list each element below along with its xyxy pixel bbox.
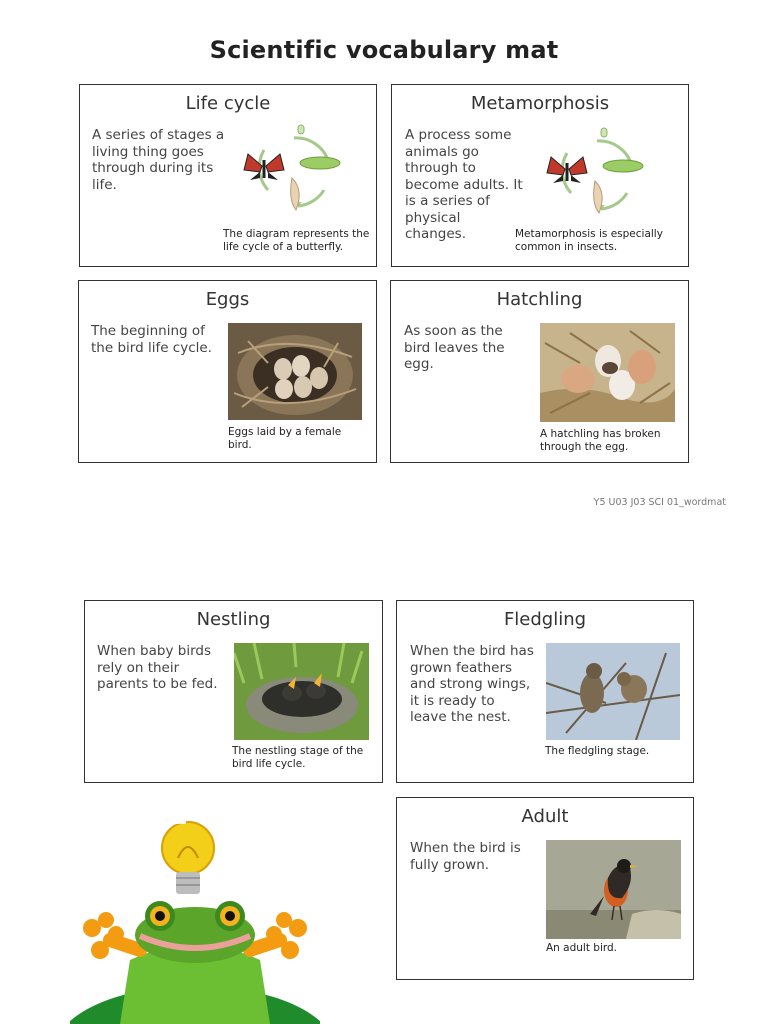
hatchling-photo [540, 323, 675, 422]
card-title: Nestling [196, 609, 271, 630]
card-description: As soon as the bird leaves the egg. [404, 323, 505, 372]
card-description: The beginning of the bird life cycle. [91, 323, 212, 356]
butterfly-life-cycle-icon [535, 123, 675, 223]
card-caption: Metamorphosis is especially common in insects. [515, 228, 663, 253]
card-caption: An adult bird. [546, 942, 618, 954]
card-title: Metamorphosis [470, 93, 610, 114]
nestling-photo [234, 643, 369, 740]
card-caption: The fledgling stage. [545, 745, 650, 757]
adult-bird-photo [546, 840, 681, 939]
eggs-photo [228, 323, 362, 420]
page-title: Scientific vocabulary mat [209, 36, 559, 64]
card-title: Eggs [205, 289, 250, 310]
card-adult [396, 797, 694, 980]
butterfly-life-cycle-icon [232, 120, 372, 220]
card-life-cycle [79, 84, 377, 267]
card-description: When the bird has grown feathers and strong wings, it is ready to leave the nest. [410, 643, 534, 725]
card-caption: The nestling stage of the bird life cycle. [232, 745, 364, 770]
card-description: A series of stages a living thing goes through during its life. [92, 127, 225, 193]
card-title: Fledgling [503, 609, 587, 630]
card-fledgling [396, 600, 694, 783]
card-nestling [84, 600, 383, 783]
card-description: When the bird is fully grown. [410, 840, 521, 873]
fledgling-photo [546, 643, 680, 740]
card-title: Hatchling [496, 289, 583, 310]
document-code: Y5 U03 J03 SCI 01_wordmat [593, 497, 726, 508]
card-metamorphosis [391, 84, 689, 267]
card-eggs [78, 280, 377, 463]
card-description: When baby birds rely on their parents to be fed. [97, 643, 218, 692]
card-description: A process some animals go through to become adults. It is a series of physical changes. [405, 127, 523, 242]
card-hatchling [390, 280, 689, 463]
card-caption: Eggs laid by a female bird. [228, 426, 342, 451]
card-caption: A hatchling has broken through the egg. [540, 428, 661, 453]
card-title: Life cycle [185, 93, 271, 114]
frog-with-lightbulb-icon [70, 810, 320, 1024]
card-title: Adult [521, 806, 569, 827]
card-caption: The diagram represents the life cycle of a butterfly. [223, 228, 370, 253]
